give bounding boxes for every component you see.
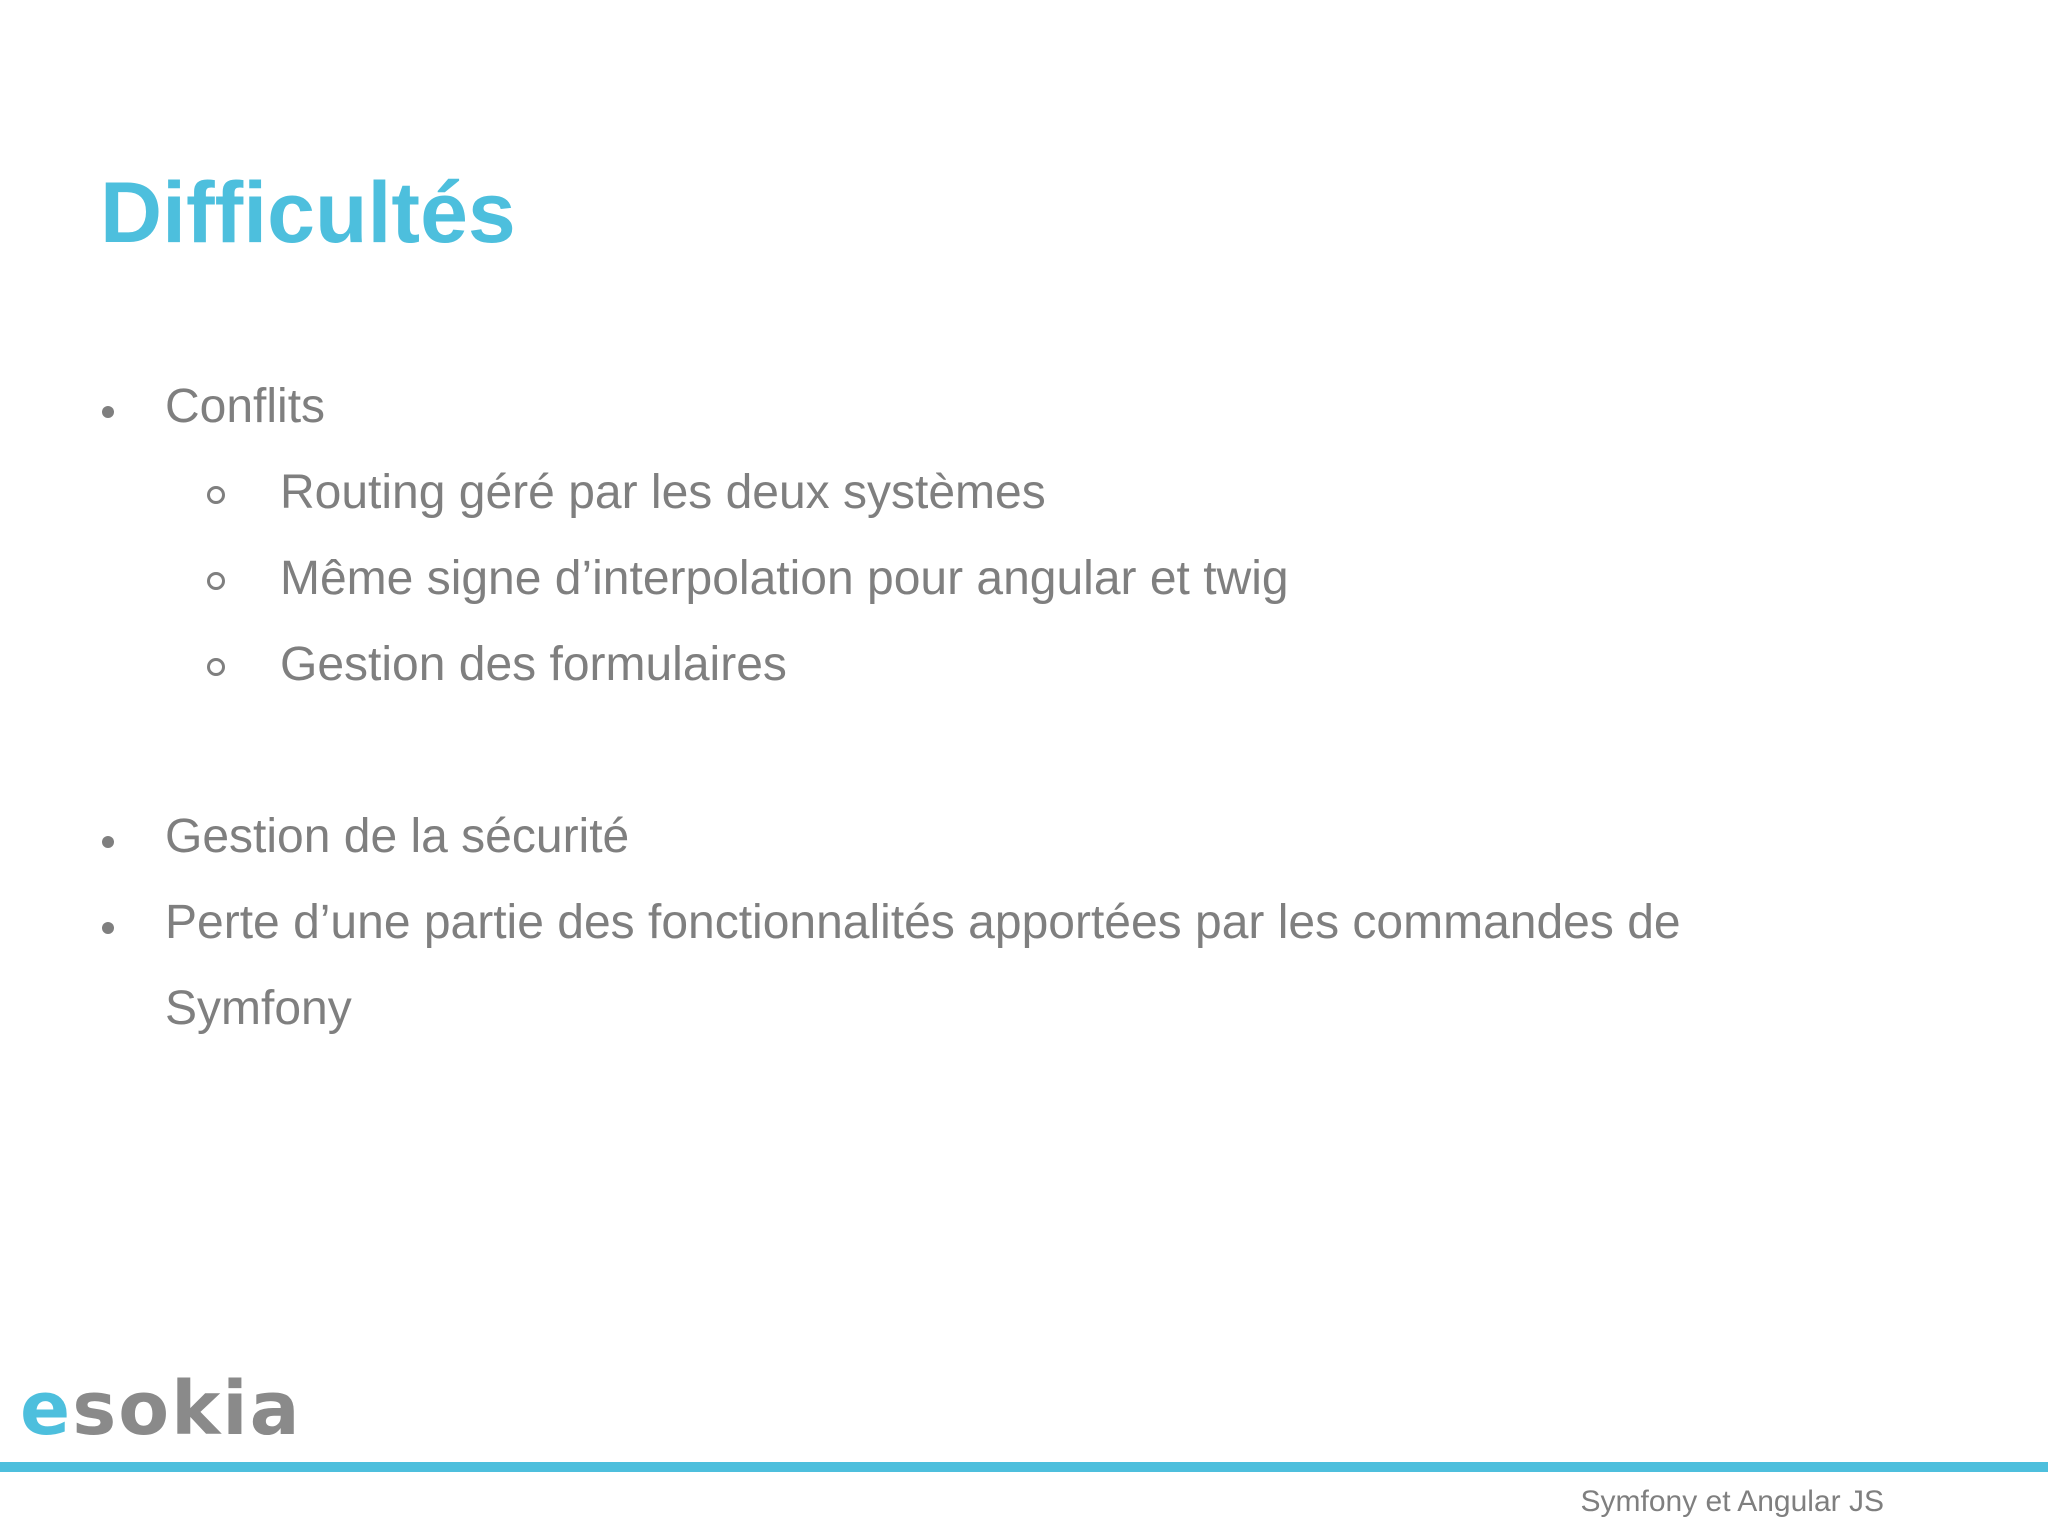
bullet-text: Conflits [165, 380, 326, 433]
bullet-text: Gestion de la sécurité [165, 810, 630, 863]
bullet-text: Perte d’une partie des fonctionnalités apportées par les commandes de [165, 896, 1681, 949]
logo-letter-e: e [20, 1366, 73, 1452]
logo-letters: sokia [72, 1366, 302, 1452]
sub-bullet-text: Routing géré par les deux systèmes [280, 466, 1046, 519]
esokia-logo [20, 1366, 302, 1452]
sub-bullet-text: Même signe d’interpolation pour angular et twig [280, 552, 1289, 605]
sub-bullet-text: Gestion des formulaires [280, 638, 787, 691]
footer-caption: Symfony et Angular JS [1580, 1485, 1884, 1518]
bullet-text-continuation: Symfony [165, 982, 352, 1035]
footer-divider [0, 1462, 2048, 1472]
slide-title: Difficultés [100, 165, 516, 261]
